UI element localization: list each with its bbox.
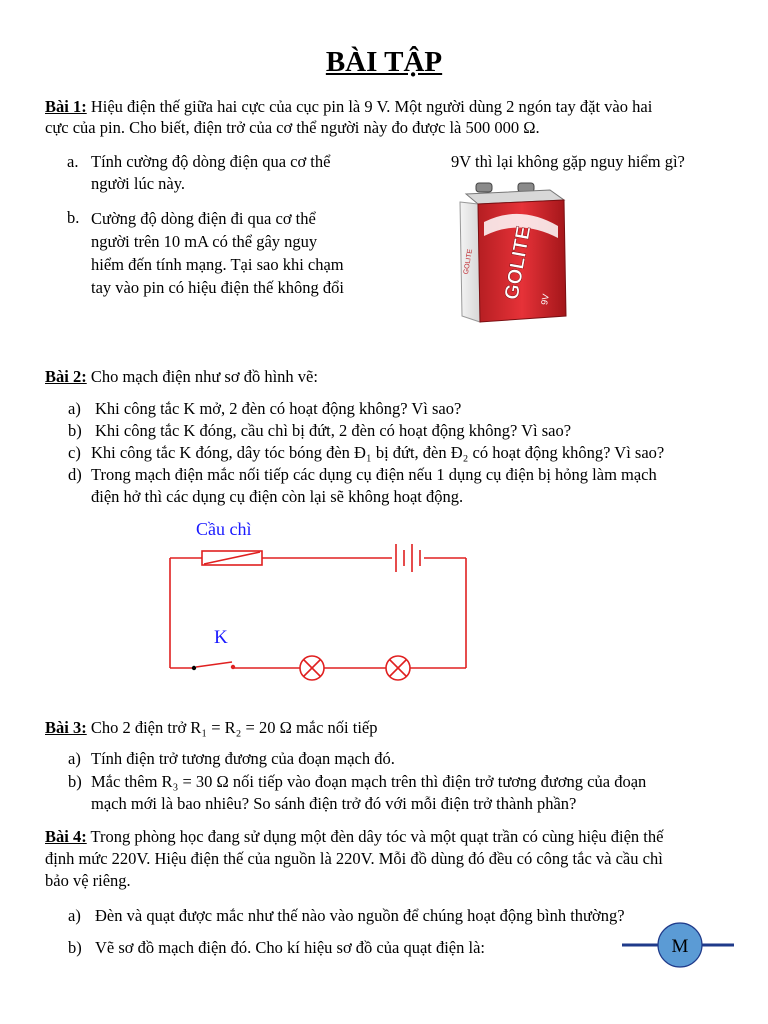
bai2-label: Bài 2:	[45, 367, 87, 386]
bai2-item-c	[68, 442, 758, 464]
bai4-item-a	[68, 905, 668, 927]
battery-voltage: 9V	[539, 293, 551, 306]
item-line: Khi công tắc K mở, 2 đèn có hoạt động không? Vì sao?	[95, 399, 462, 418]
bai2-intro-text: Cho mạch điện như sơ đồ hình vẽ:	[86, 367, 318, 386]
item-line: Tính cường độ dòng điện qua cơ thể	[91, 152, 331, 171]
motor-symbol	[618, 912, 738, 978]
item-line: Mắc thêm R₃ = 30 Ω nối tiếp vào đoạn mạch trên thì điện trở tương đương của đoạn	[91, 772, 647, 791]
bai2-item-d	[68, 464, 758, 508]
item-line: người trên 10 mA có thể gây nguy	[91, 232, 318, 251]
bai1-line1: Hiệu điện thế giữa hai cực của cục pin là 9 V. Một người dùng 2 ngón tay đặt vào hai	[86, 97, 653, 116]
item-line: mạch mới là bao nhiêu? So sánh điện trở đó với mỗi điện trở thành phần?	[91, 794, 577, 813]
item-line: Tính điện trở tương đương của đoạn mạch đó.	[91, 749, 395, 768]
battery-side-brand: GOLITE	[462, 248, 475, 275]
bai1-label: Bài 1:	[45, 97, 87, 116]
fuse-wire	[204, 552, 260, 564]
bai1-line2: cực của pin. Cho biết, điện trở của cơ thể người này đo được là 500 000 Ω.	[45, 118, 540, 137]
bai4-line2: định mức 220V. Hiệu điện thế của nguồn là 220V. Mỗi đồ dùng đó đều có công tắc và cầu chì	[45, 849, 663, 868]
item-line: điện hở thì các dụng cụ điện còn lại sẽ không hoạt động.	[91, 487, 464, 506]
switch-contact	[231, 665, 235, 669]
bai4-intro	[45, 826, 745, 892]
bai3-label: Bài 3:	[45, 718, 87, 737]
item-marker: d)	[68, 465, 82, 484]
switch-label: K	[214, 627, 228, 648]
item-marker: a)	[68, 749, 81, 768]
bai2-item-a	[68, 398, 748, 420]
bai3-item-a	[68, 748, 748, 770]
bai1-item-a	[67, 151, 387, 195]
item-line: người lúc này.	[91, 174, 186, 193]
switch-contact	[192, 666, 196, 670]
item-marker: a.	[67, 152, 79, 171]
item-marker: a)	[68, 906, 81, 925]
item-line: Cường độ dòng điện đi qua cơ thể	[91, 209, 316, 228]
item-line: Khi công tắc K đóng, dây tóc bóng đèn Đ₁ bị đứt, đèn Đ₂ có hoạt động không? Vì sao?	[91, 443, 665, 462]
item-marker: b)	[68, 772, 82, 791]
switch-lever	[196, 662, 232, 667]
circuit-diagram	[160, 510, 480, 690]
bai1-intro	[45, 96, 735, 138]
item-marker: b)	[68, 938, 82, 957]
bai3-intro	[45, 717, 378, 738]
item-marker: b)	[68, 421, 82, 440]
item-marker: b.	[67, 208, 80, 227]
item-marker: a)	[68, 399, 81, 418]
bai4-item-b	[68, 937, 628, 959]
bai4-line1: Trong phòng học đang sử dụng một đèn dây tóc và một quạt trần có cùng hiệu điện thế	[86, 827, 664, 846]
item-line: Vẽ sơ đồ mạch điện đó. Cho kí hiệu sơ đồ của quạt điện là:	[95, 938, 485, 957]
item-marker: c)	[68, 443, 81, 462]
bai3-intro-text: Cho 2 điện trở R₁ = R₂ = 20 Ω mắc nối tiếp	[86, 718, 378, 737]
page-title: BÀI TẬP	[325, 46, 443, 78]
battery-9v-image	[458, 182, 567, 324]
bai1-item-b	[67, 207, 387, 299]
bai2-intro	[45, 366, 318, 387]
bai3-item-b	[68, 771, 758, 815]
item-line: Trong mạch điện mắc nối tiếp các dụng cụ điện nếu 1 dụng cụ điện bị hỏng làm mạch	[91, 465, 657, 484]
bai2-item-b	[68, 420, 748, 442]
motor-label: M	[671, 936, 689, 957]
bai1-continuation: 9V thì lại không gặp nguy hiểm gì?	[451, 152, 685, 171]
battery-brand: GOLITE	[500, 224, 536, 302]
bai4-label: Bài 4:	[45, 827, 87, 846]
bai4-line3: bảo vệ riêng.	[45, 871, 131, 890]
item-line: Đèn và quạt được mắc như thế nào vào nguồn để chúng hoạt động bình thường?	[95, 906, 625, 925]
item-line: tay vào pin có hiệu điện thế không đổi	[91, 278, 344, 297]
item-line: hiểm đến tính mạng. Tại sao khi chạm	[91, 255, 344, 274]
item-line: Khi công tắc K đóng, cầu chì bị đứt, 2 đèn có hoạt động không? Vì sao?	[95, 421, 572, 440]
fuse-label: Cầu chì	[196, 519, 252, 539]
